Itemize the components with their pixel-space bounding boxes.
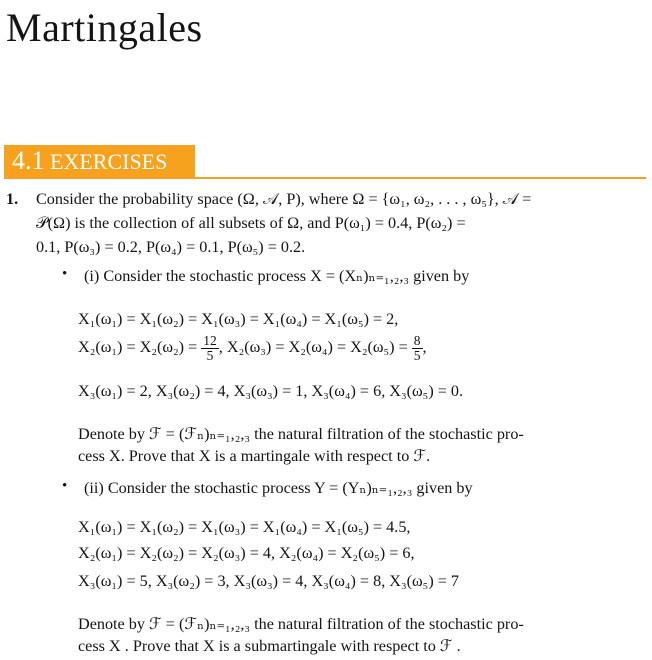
fraction-numerator: 8 (413, 333, 421, 348)
part-ii-closing-line-2: cess X . Prove that X is a submartingale with respect to ℱ . (78, 637, 461, 655)
part-ii-eq3: X₃(ω₁) = 5, X₃(ω₂) = 3, X₃(ω₃) = 4, X₃(ω₄) = 8, X₃(ω₅) = 7 (78, 572, 460, 590)
section-title: EXERCISES (50, 149, 168, 174)
bullet-part-ii: • (62, 478, 68, 494)
part-i-eq1: X₁(ω₁) = X₁(ω₂) = X₁(ω₃) = X₁(ω₄) = X₁(ω₅) = 2, (78, 310, 399, 328)
problem-intro-line-3: 0.1, P(ω₃) = 0.2, P(ω₄) = 0.1, P(ω₅) = 0.2. (36, 238, 306, 256)
section-rule (4, 177, 646, 179)
problem-intro-line-2: 𝒫(Ω) is the collection of all subsets of Ω, and P(ω₁) = 0.4, P(ω₂) = (36, 214, 466, 232)
bullet-part-i: • (62, 266, 68, 282)
chapter-title: Martingales (6, 5, 203, 50)
fraction-12-5 (201, 334, 219, 363)
part-i-eq3: X₃(ω₁) = 2, X₃(ω₂) = 4, X₃(ω₃) = 1, X₃(ω₄) = 6, X₃(ω₅) = 0. (78, 382, 464, 400)
part-i-closing-line-1: Denote by ℱ = (ℱₙ)ₙ₌₁,₂,₃ the natural filtration of the stochastic pro- (78, 425, 524, 443)
part-ii-eq2: X₂(ω₁) = X₂(ω₂) = X₂(ω₃) = 4, X₂(ω₄) = X₂(ω₅) = 6, (78, 544, 415, 562)
fraction-denominator: 5 (413, 348, 421, 363)
section-badge (4, 145, 195, 177)
fraction-denominator: 5 (206, 348, 214, 363)
section-number: 4.1 (12, 146, 45, 175)
problem-number: 1. (6, 190, 19, 208)
fraction-numerator: 12 (203, 333, 217, 348)
part-i-eq2-b: , X₂(ω₃) = X₂(ω₄) = X₂(ω₅) = (218, 338, 408, 357)
part-i-eq2 (78, 334, 427, 363)
part-ii-eq1: X₁(ω₁) = X₁(ω₂) = X₁(ω₃) = X₁(ω₄) = X₁(ω₅) = 4.5, (78, 518, 411, 536)
problem-intro-line-1: Consider the probability space (Ω, 𝒜, P), where Ω = {ω₁, ω₂, . . . , ω₅}, 𝒜 = (36, 190, 532, 208)
part-i-eq2-c: , (422, 338, 427, 357)
fraction-8-5 (412, 334, 423, 363)
part-ii-lead: (ii) Consider the stochastic process Y = (Yₙ)ₙ₌₁,₂,₃ given by (84, 479, 473, 497)
part-i-eq2-a: X₂(ω₁) = X₂(ω₂) = (78, 338, 198, 357)
part-i-closing-line-2: cess X. Prove that X is a martingale with respect to ℱ. (78, 447, 431, 465)
part-i-lead: (i) Consider the stochastic process X = (Xₙ)ₙ₌₁,₂,₃ given by (84, 267, 470, 285)
part-ii-closing-line-1: Denote by ℱ = (ℱₙ)ₙ₌₁,₂,₃ the natural filtration of the stochastic pro- (78, 615, 524, 633)
